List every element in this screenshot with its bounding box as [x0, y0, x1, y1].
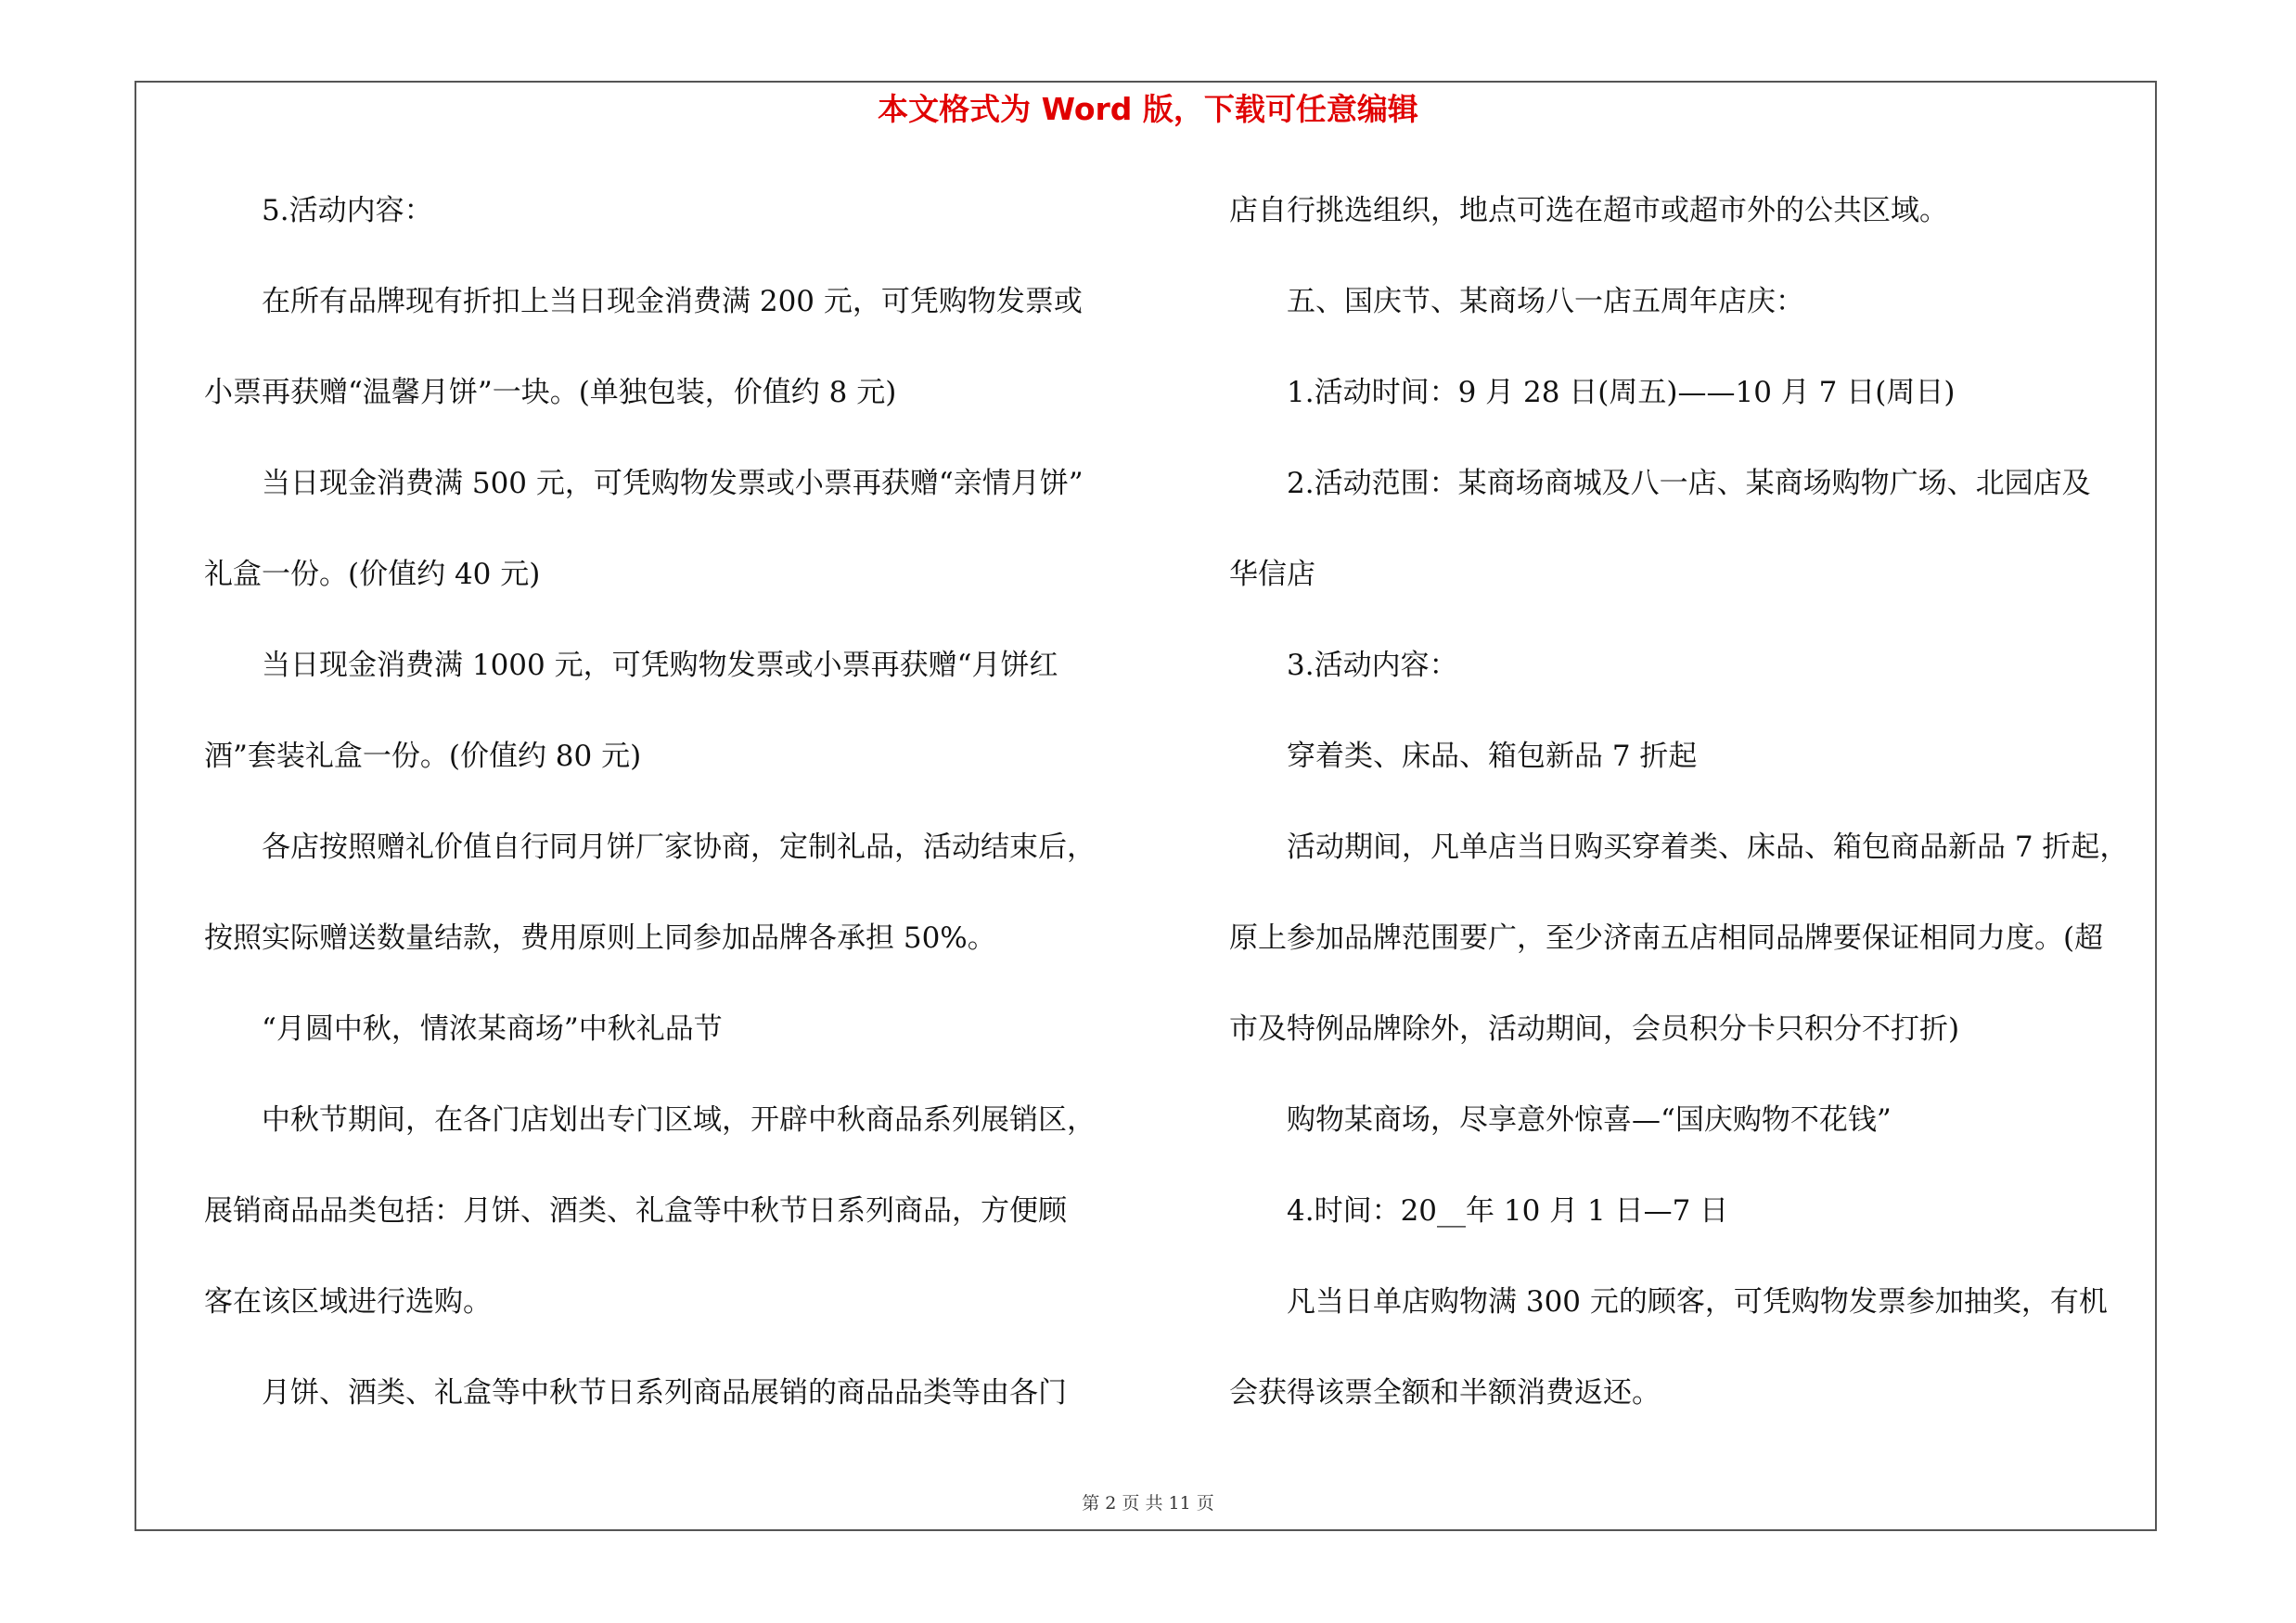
paragraph-line: 凡当日单店购物满 300 元的顾客，可凭购物发票参加抽奖，有机 — [1287, 1285, 2108, 1319]
paragraph-line: 会获得该票全额和半额消费返还。 — [1229, 1376, 1661, 1410]
paragraph-line: 当日现金消费满 500 元，可凭购物发票或小票再获赠“亲情月饼” — [262, 467, 1084, 500]
paragraph-line: 穿着类、床品、箱包新品 7 折起 — [1287, 740, 1698, 773]
paragraph-line: 华信店 — [1229, 558, 1315, 591]
paragraph-line: 酒”套装礼盒一份。(价值约 80 元) — [204, 740, 642, 773]
paragraph-line: 月饼、酒类、礼盒等中秋节日系列商品展销的商品品类等由各门 — [262, 1376, 1067, 1410]
paragraph-line: 4.时间：20__年 10 月 1 日—7 日 — [1287, 1194, 1729, 1228]
left-column — [204, 182, 1136, 1455]
paragraph-line: 五、国庆节、某商场八一店五周年店庆： — [1287, 285, 1804, 318]
paragraph-line: 活动期间，凡单店当日购买穿着类、床品、箱包商品新品 7 折起， — [1287, 831, 2129, 864]
paragraph-line: 各店按照赠礼价值自行同月饼厂家协商，定制礼品，活动结束后， — [262, 831, 1096, 864]
paragraph-line: 店自行挑选组织，地点可选在超市或超市外的公共区域。 — [1229, 194, 1948, 227]
paragraph-line: 5.活动内容： — [262, 194, 433, 227]
paragraph-line: 原上参加品牌范围要广，至少济南五店相同品牌要保证相同力度。(超 — [1229, 921, 2104, 955]
paragraph-line: 中秋节期间，在各门店划出专门区域，开辟中秋商品系列展销区， — [262, 1103, 1096, 1137]
paragraph-line: 展销商品品类包括：月饼、酒类、礼盒等中秋节日系列商品，方便顾 — [204, 1194, 1067, 1228]
paragraph-line: 3.活动内容： — [1287, 649, 1458, 682]
page-number-footer: 第 2 页 共 11 页 — [1082, 1493, 1214, 1514]
paragraph-line: 按照实际赠送数量结款，费用原则上同参加品牌各承担 50%。 — [204, 921, 996, 955]
paragraph-line: 当日现金消费满 1000 元，可凭购物发票或小票再获赠“月饼红 — [262, 649, 1058, 682]
paragraph-line: 1.活动时间：9 月 28 日(周五)——10 月 7 日(周日) — [1287, 376, 1956, 409]
paragraph-line: 在所有品牌现有折扣上当日现金消费满 200 元，可凭购物发票或 — [262, 285, 1083, 318]
paragraph-line: 小票再获赠“温馨月饼”一块。(单独包装，价值约 8 元) — [204, 376, 897, 409]
word-format-banner: 本文格式为 Word 版，下载可任意编辑 — [878, 91, 1418, 127]
paragraph-line: 礼盒一份。(价值约 40 元) — [204, 558, 541, 591]
paragraph-line: “月圆中秋，情浓某商场”中秋礼品节 — [262, 1012, 723, 1046]
paragraph-line: 2.活动范围：某商场商城及八一店、某商场购物广场、北园店及 — [1287, 467, 2091, 500]
paragraph-line: 购物某商场，尽享意外惊喜—“国庆购物不花钱” — [1287, 1103, 1892, 1137]
right-column — [1229, 182, 2161, 1455]
paragraph-line: 客在该区域进行选购。 — [204, 1285, 492, 1319]
paragraph-line: 市及特例品牌除外，活动期间，会员积分卡只积分不打折) — [1229, 1012, 1960, 1046]
